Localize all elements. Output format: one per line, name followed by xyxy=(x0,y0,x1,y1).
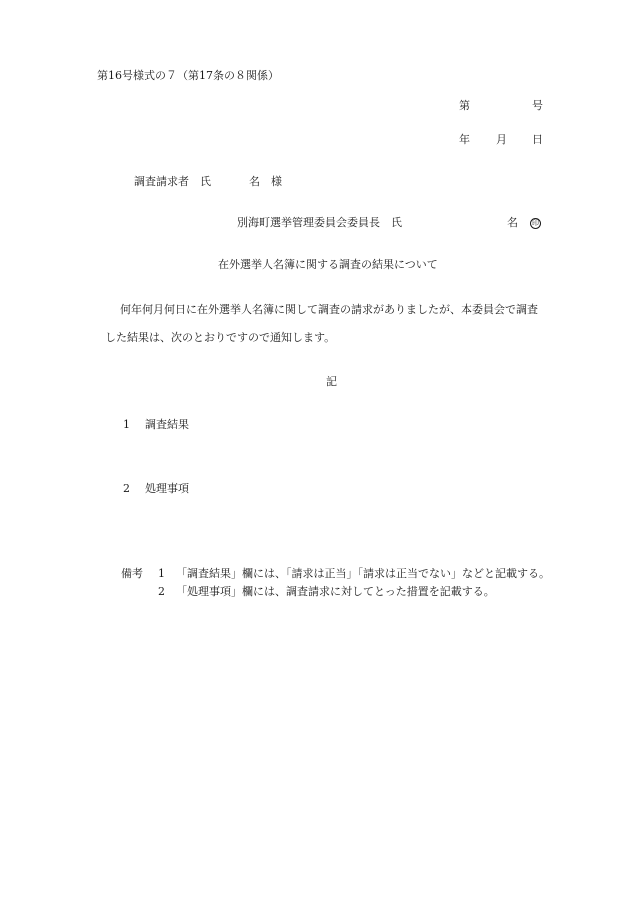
note-number: 1 xyxy=(158,567,165,580)
addressee-prefix: 調査請求者 氏 xyxy=(134,175,211,188)
body-line-1: 何年何月何日に在外選挙人名簿に関して調査の請求がありましたが、本委員会で調査 xyxy=(120,303,538,316)
form-label: 第16号様式の７（第17条の８関係） xyxy=(97,69,279,82)
number-go: 号 xyxy=(532,99,543,112)
document-title: 在外選挙人名簿に関する調査の結果について xyxy=(218,258,438,271)
issuer-prefix: 別海町選挙管理委員会委員長 氏 xyxy=(237,216,402,229)
item-label: 調査結果 xyxy=(145,418,189,431)
note-text: 「調査結果」欄には、「請求は正当」「請求は正当でない」などと記載する。 xyxy=(176,567,550,580)
note-number: 2 xyxy=(158,585,165,598)
issuer-suffix: 名 xyxy=(507,216,518,229)
ki-heading: 記 xyxy=(326,375,337,388)
addressee-suffix: 名 様 xyxy=(249,175,282,188)
notes-label: 備考 xyxy=(121,567,143,580)
seal-icon: 印 xyxy=(532,219,539,227)
item-number: 2 xyxy=(123,482,130,495)
date-month: 月 xyxy=(496,133,507,146)
date-day: 日 xyxy=(532,133,543,146)
number-dai: 第 xyxy=(459,99,470,112)
body-line-2: した結果は、次のとおりですので通知します。 xyxy=(105,331,336,344)
item-label: 処理事項 xyxy=(145,482,189,495)
item-number: 1 xyxy=(123,418,130,431)
note-text: 「処理事項」欄には、調査請求に対してとった措置を記載する。 xyxy=(176,585,495,598)
date-year: 年 xyxy=(459,133,470,146)
